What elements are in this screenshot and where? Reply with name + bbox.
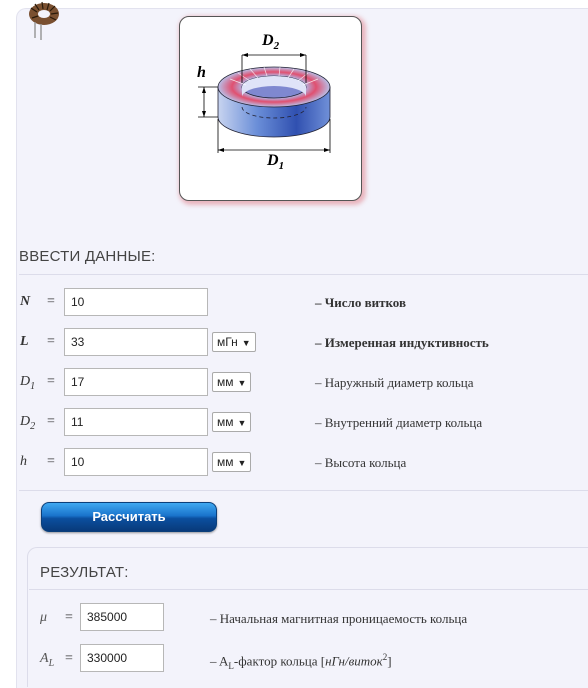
calculate-button[interactable]: Рассчитать bbox=[41, 502, 217, 532]
height-input[interactable]: 10 bbox=[64, 448, 208, 476]
symbol-mu: μ bbox=[40, 610, 48, 625]
input-row-d1 bbox=[0, 368, 588, 398]
outer-diameter-input[interactable]: 17 bbox=[64, 368, 208, 396]
result-row-al bbox=[0, 644, 560, 674]
triangle-down-icon: ▼ bbox=[237, 458, 247, 468]
divider bbox=[19, 274, 588, 275]
equals-sign: = bbox=[47, 414, 55, 429]
equals-sign: = bbox=[65, 610, 73, 625]
symbol-l: L bbox=[20, 334, 29, 349]
inductance-unit-select[interactable] bbox=[212, 332, 256, 352]
inner-diameter-unit-select[interactable] bbox=[212, 412, 251, 432]
result-section-title: РЕЗУЛЬТАТ: bbox=[40, 564, 129, 581]
height-description: – Высота кольца bbox=[315, 455, 407, 470]
symbol-al: $A_L$ bbox=[40, 651, 55, 669]
select-value: мм bbox=[217, 375, 234, 389]
select-value: мГн bbox=[217, 335, 238, 349]
input-row-n bbox=[0, 288, 588, 318]
toroid-coil-icon bbox=[22, 0, 62, 42]
triangle-down-icon: ▼ bbox=[237, 418, 247, 428]
turns-input[interactable]: 10 bbox=[64, 288, 208, 316]
label-d2: $D_2$ bbox=[262, 32, 280, 52]
al-factor-description: – $A_L$-фактор кольца [нГн/виток$^2$] bbox=[210, 652, 392, 671]
input-row-h bbox=[0, 448, 588, 478]
equals-sign: = bbox=[47, 454, 55, 469]
triangle-down-icon: ▼ bbox=[241, 338, 251, 348]
symbol-n: N bbox=[20, 294, 31, 309]
symbol-h: h bbox=[20, 454, 27, 469]
triangle-down-icon: ▼ bbox=[237, 378, 247, 388]
permeability-output[interactable]: 385000 bbox=[80, 603, 164, 631]
symbol-d1: $D_1$ bbox=[20, 374, 36, 392]
equals-sign: = bbox=[47, 334, 55, 349]
input-row-d2 bbox=[0, 408, 588, 438]
label-h: h bbox=[197, 64, 206, 81]
input-section-title: ВВЕСТИ ДАННЫЕ: bbox=[19, 248, 156, 265]
divider bbox=[29, 589, 588, 590]
divider bbox=[19, 490, 588, 491]
permeability-description: – Начальная магнитная проницаемость кольца bbox=[210, 611, 468, 626]
toroid-figure-card bbox=[179, 16, 362, 201]
inductance-input[interactable]: 33 bbox=[64, 328, 208, 356]
equals-sign: = bbox=[47, 374, 55, 389]
outer-diameter-description: – Наружный диаметр кольца bbox=[315, 375, 474, 390]
height-unit-select[interactable] bbox=[212, 452, 251, 472]
toroid-diagram bbox=[180, 17, 363, 202]
select-value: мм bbox=[217, 415, 234, 429]
label-d1: $D_1$ bbox=[267, 152, 285, 172]
equals-sign: = bbox=[65, 651, 73, 666]
inner-diameter-input[interactable]: 11 bbox=[64, 408, 208, 436]
symbol-d2: $D_2$ bbox=[20, 414, 36, 432]
al-factor-output[interactable]: 330000 bbox=[80, 644, 164, 672]
result-row-mu bbox=[0, 603, 560, 633]
outer-diameter-unit-select[interactable] bbox=[212, 372, 251, 392]
select-value: мм bbox=[217, 455, 234, 469]
turns-description: – Число витков bbox=[315, 295, 407, 310]
input-row-l bbox=[0, 328, 588, 358]
inductance-description: – Измеренная индуктивность bbox=[315, 335, 489, 350]
equals-sign: = bbox=[47, 294, 55, 309]
inner-diameter-description: – Внутренний диаметр кольца bbox=[315, 415, 483, 430]
